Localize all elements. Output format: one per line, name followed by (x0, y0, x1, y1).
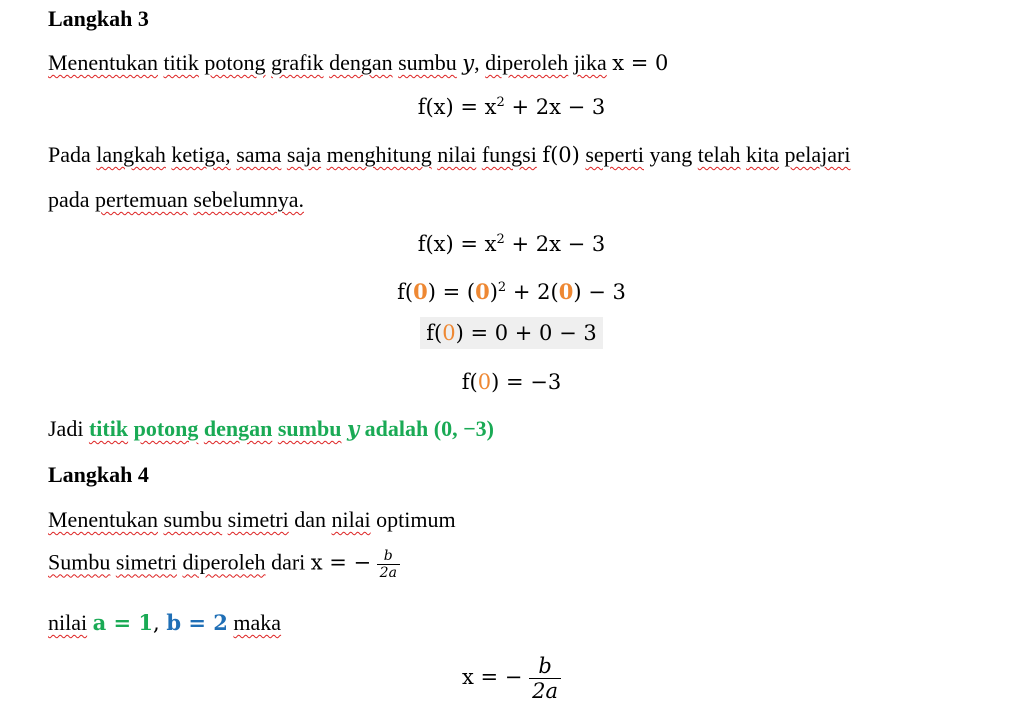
word: kita (746, 142, 780, 167)
value-b: b = 2 (166, 610, 228, 635)
calc-line1 (0, 232, 1023, 256)
eq-part: ) − 3 (573, 280, 626, 304)
calc-line4 (0, 370, 1023, 394)
eq-part: x = − (310, 550, 372, 575)
calc-line2 (0, 279, 1023, 304)
zero-value: 0 (413, 279, 428, 304)
word: sumbu (398, 50, 457, 75)
eq-part: f(x) = x (417, 232, 497, 256)
word: menghitung (326, 142, 432, 167)
word: optimum (370, 507, 456, 532)
var-y: y (462, 51, 475, 75)
eq-part: + 2x − 3 (504, 232, 606, 256)
final-equation (0, 654, 1023, 703)
word: pada (48, 187, 90, 212)
var-y: y (346, 416, 360, 441)
word: pertemuan (95, 187, 188, 212)
numerator: b (529, 654, 561, 679)
step3-intro (48, 50, 668, 76)
word: dengan (329, 50, 393, 75)
word: potong (133, 416, 199, 441)
condition: x = 0 (612, 51, 669, 75)
denominator: 2a (379, 565, 397, 581)
exponent: 2 (497, 280, 507, 295)
eq-part: ) = ( (427, 280, 476, 304)
eq-part: f( (426, 321, 443, 345)
step3-paragraph-line2 (48, 187, 304, 213)
value-a: a = 1 (92, 610, 154, 635)
word: langkah (96, 142, 166, 167)
word: yang (649, 142, 693, 167)
zero-value: 0 (475, 279, 490, 304)
zero-value: 0 (558, 279, 574, 304)
separator: , (474, 50, 486, 75)
word: dari (265, 549, 311, 575)
word: grafik (271, 50, 324, 75)
eq-part: ) = 0 + 0 − 3 (455, 321, 597, 345)
eq-part: f( (397, 280, 414, 304)
eq-part: f(x) = x (417, 95, 497, 119)
word: Jadi (48, 416, 89, 441)
step3-conclusion (48, 416, 494, 442)
word: diperoleh (485, 50, 569, 75)
numerator: b (377, 548, 400, 565)
word: sebelumnya. (193, 187, 304, 212)
zero-value: 0 (442, 321, 456, 345)
word: Menentukan (48, 50, 158, 75)
word: sumbu (277, 416, 342, 441)
zero-value: 0 (477, 370, 492, 394)
separator: , (153, 611, 167, 635)
eq-part: ) (489, 280, 498, 304)
word: saja (286, 142, 322, 167)
word: simetri (227, 507, 289, 532)
highlighted-step (420, 317, 602, 349)
equation-fx (0, 95, 1023, 119)
step3-paragraph-line1 (48, 142, 851, 168)
word: titik (88, 416, 129, 441)
word: dan (288, 507, 332, 532)
eq-part: ) = −3 (491, 370, 562, 394)
exponent: 2 (496, 95, 505, 110)
calc-line3 (0, 321, 1023, 345)
word: nilai (48, 610, 88, 635)
eq-part: x = − (462, 665, 523, 689)
word: telah (697, 142, 741, 167)
eq-part: + 2( (506, 280, 559, 304)
eq-part: + 2x − 3 (504, 95, 606, 119)
word: titik (163, 50, 199, 75)
step4-line3 (48, 610, 281, 636)
word: Menentukan (48, 507, 158, 532)
word: nilai (437, 142, 477, 167)
conclusion-result: adalah (0, −3) (359, 416, 494, 441)
word: fungsi (481, 142, 537, 167)
word: nilai (331, 507, 371, 532)
step4-line2 (48, 548, 400, 581)
exponent: 2 (496, 232, 505, 247)
word: Sumbu (48, 549, 111, 575)
word: Pada (48, 142, 91, 167)
step4-line1 (48, 507, 456, 533)
word: seperti (585, 142, 644, 167)
step4-heading: Langkah 4 (48, 462, 149, 487)
word: sama (236, 142, 282, 167)
word: simetri (115, 549, 177, 575)
word: dengan (203, 416, 273, 441)
eq-part: f( (461, 370, 478, 394)
denominator: 2a (532, 679, 558, 703)
word: jika (573, 50, 607, 75)
word: ketiga, (171, 142, 231, 167)
word: pelajari (784, 142, 851, 167)
word: potong (204, 50, 266, 75)
word: sumbu (163, 507, 223, 532)
function-f0: f(0) (542, 143, 580, 167)
fraction-b-2a (377, 548, 400, 581)
fraction-b-2a (529, 654, 561, 703)
step3-heading: Langkah 3 (48, 6, 149, 31)
word: maka (233, 610, 282, 635)
word: diperoleh (182, 549, 266, 575)
